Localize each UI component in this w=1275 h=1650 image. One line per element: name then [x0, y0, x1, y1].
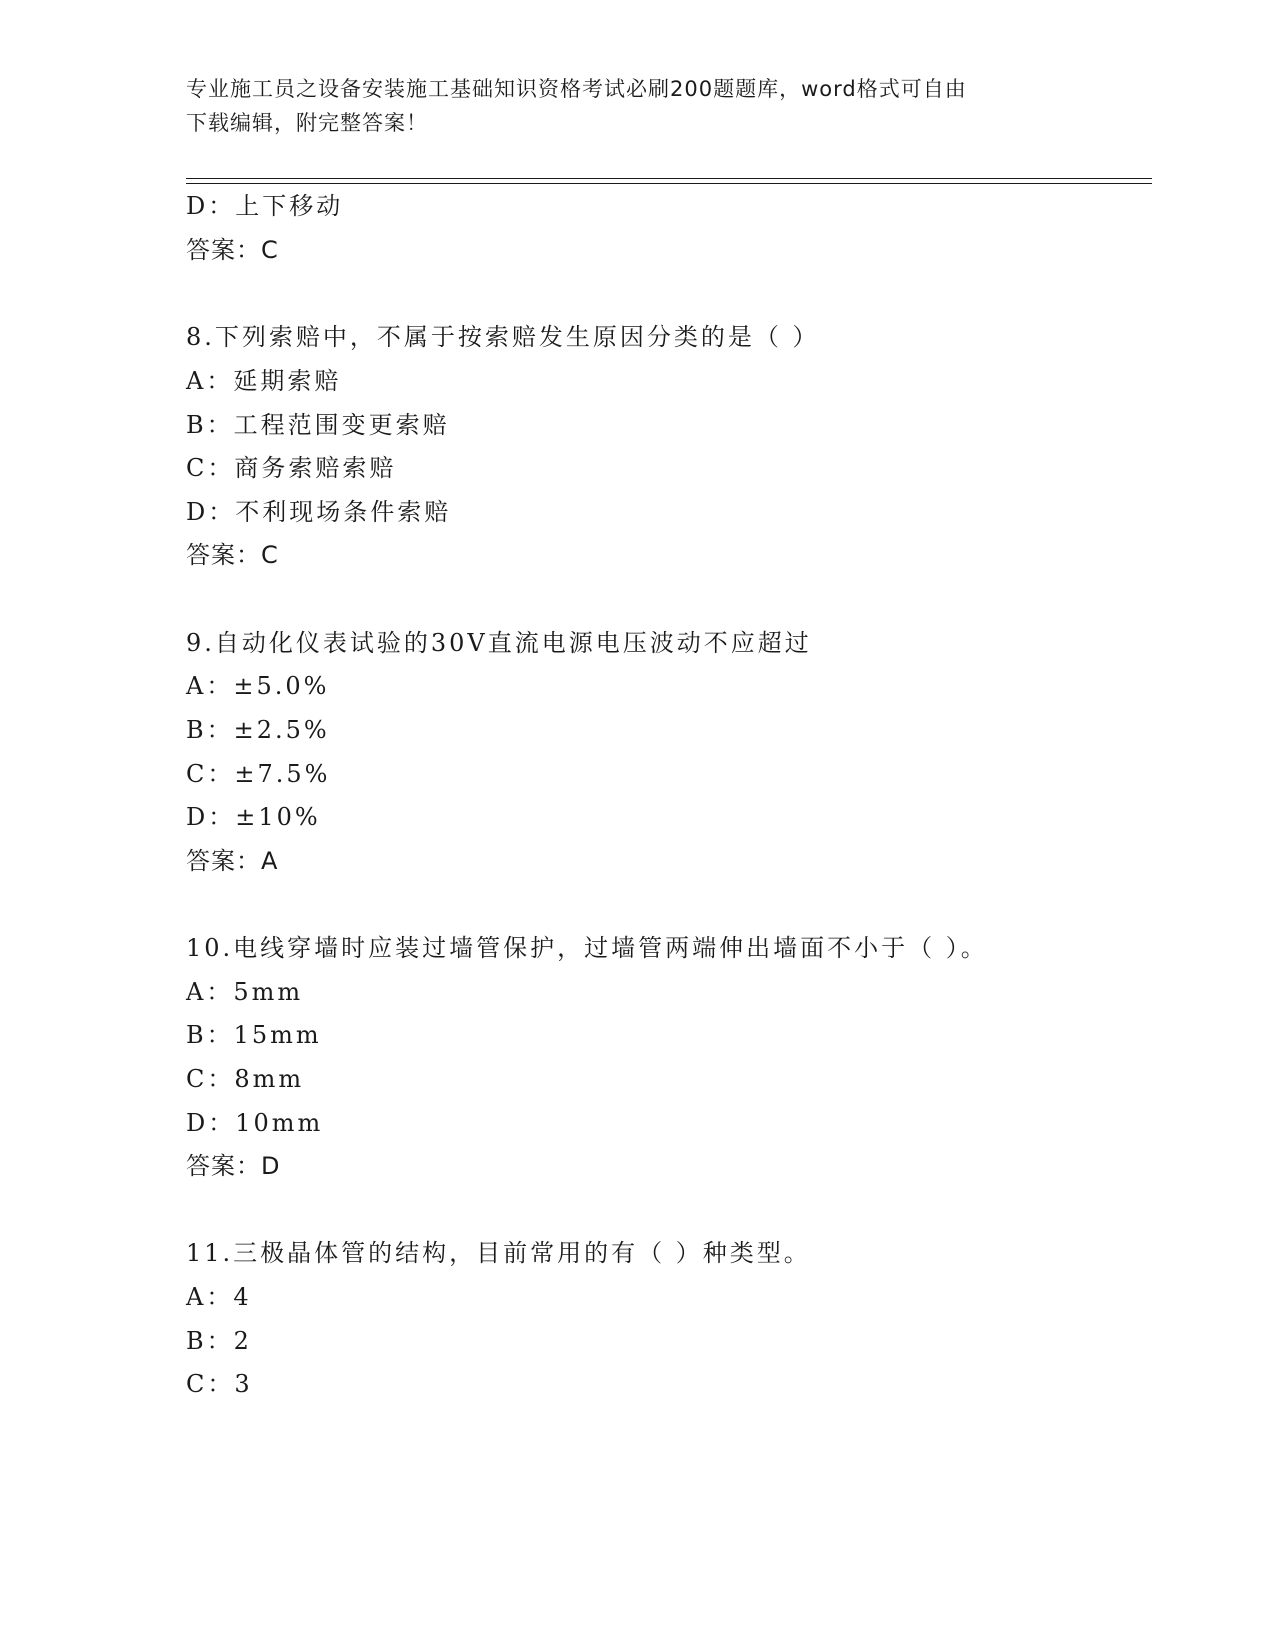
- question-8-option-d: D：不利现场条件索赔: [186, 498, 452, 526]
- question-10-stem: 10.电线穿墙时应装过墙管保护，过墙管两端伸出墙面不小于（ ）。: [186, 934, 988, 962]
- question-11-option-a: A：4: [186, 1283, 252, 1311]
- question-8-option-b: B：工程范围变更索赔: [186, 411, 450, 439]
- question-8-stem: 8.下列索赔中，不属于按索赔发生原因分类的是（ ）: [186, 323, 820, 351]
- question-8-answer: 答案：C: [186, 541, 279, 569]
- question-11-option-b: B：2: [186, 1327, 252, 1355]
- header-line-1: 专业施工员之设备安装施工基础知识资格考试必刷200题题库，word格式可自由: [186, 77, 967, 101]
- question-10-answer: 答案：D: [186, 1152, 281, 1180]
- question-8-option-a: A：延期索赔: [186, 367, 342, 395]
- question-9-option-d: D：±10%: [186, 803, 321, 831]
- question-9-answer: 答案：A: [186, 847, 279, 875]
- prev-option-d: D：上下移动: [186, 192, 344, 220]
- question-9-option-c: C：±7.5%: [186, 760, 331, 788]
- prev-answer: 答案：C: [186, 236, 279, 264]
- question-10-option-c: C：8mm: [186, 1065, 305, 1093]
- question-9-stem: 9.自动化仪表试验的30V直流电源电压波动不应超过: [186, 629, 812, 657]
- header-line-2: 下载编辑，附完整答案！: [186, 111, 428, 135]
- header-divider-top: [186, 178, 1152, 179]
- question-8-option-c: C：商务索赔索赔: [186, 454, 397, 482]
- question-9-option-a: A：±5.0%: [186, 672, 330, 700]
- question-11-stem: 11.三极晶体管的结构，目前常用的有（ ）种类型。: [186, 1239, 811, 1267]
- document-header: [186, 72, 1086, 140]
- header-divider-bottom: [186, 183, 1152, 184]
- question-11-option-c: C：3: [186, 1370, 253, 1398]
- question-9-option-b: B：±2.5%: [186, 716, 330, 744]
- question-10-option-a: A：5mm: [186, 978, 304, 1006]
- question-10-option-d: D：10mm: [186, 1109, 324, 1137]
- question-10-option-b: B：15mm: [186, 1021, 322, 1049]
